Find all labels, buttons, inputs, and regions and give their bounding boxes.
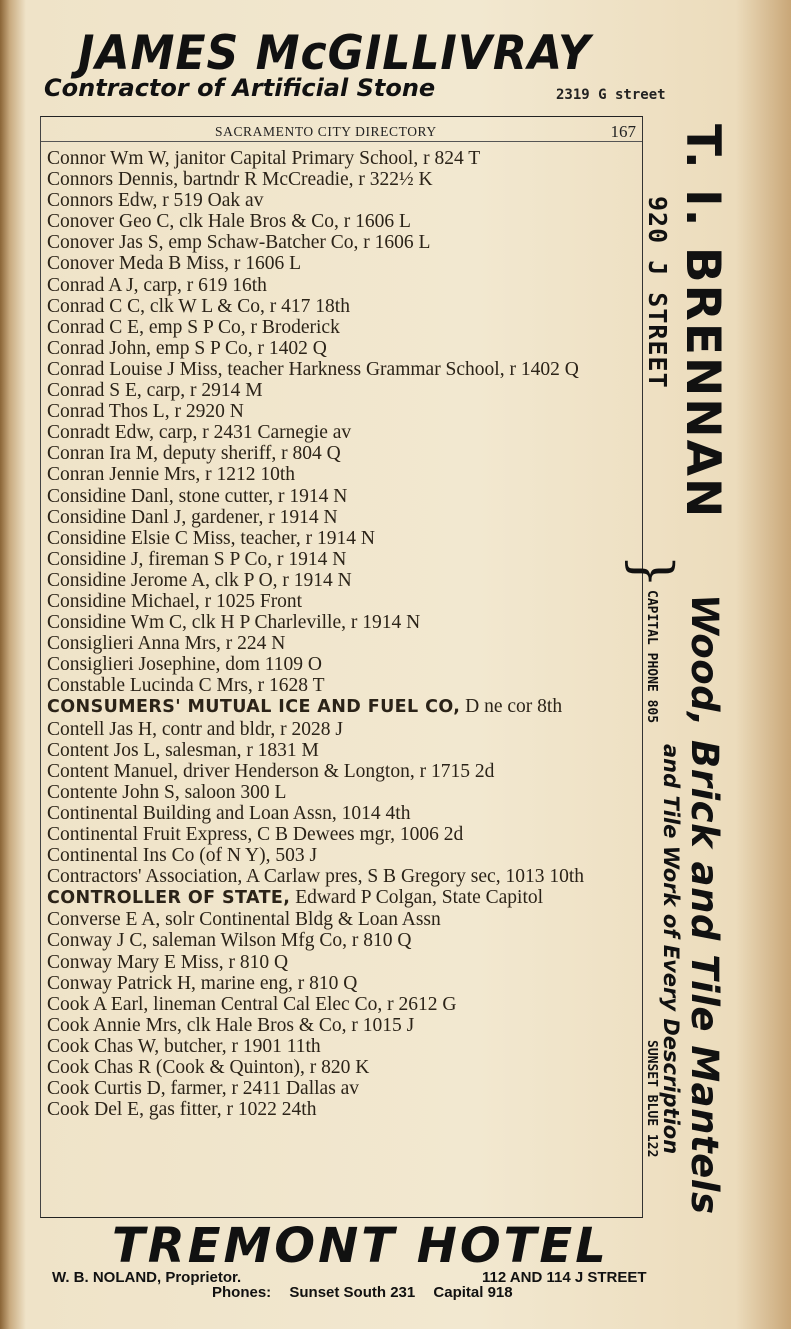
entry-text: Conrad John, emp S P Co, r 1402 Q <box>47 337 327 359</box>
directory-entry <box>47 973 642 994</box>
directory-entry <box>47 1099 642 1120</box>
directory-entry <box>47 380 642 401</box>
directory-entry <box>47 464 642 485</box>
entry-text: Cook Del E, gas fitter, r 1022 24th <box>47 1099 317 1121</box>
directory-entry <box>47 296 642 317</box>
directory-entry <box>47 719 642 740</box>
entry-text: Conrad Louise J Miss, teacher Harkness Grammar School, r 1402 Q <box>47 358 579 380</box>
directory-entry <box>47 570 642 591</box>
entry-text: Cook Chas W, butcher, r 1901 11th <box>47 1035 321 1057</box>
entry-text: Considine J, fireman S P Co, r 1914 N <box>47 548 347 570</box>
directory-entry <box>47 803 642 824</box>
directory-entry <box>47 654 642 675</box>
entry-text: Continental Fruit Express, C B Dewees mgr, 1006 2d <box>47 824 464 845</box>
side-ad-capital-phone: CAPITAL PHONE 805 <box>644 590 659 724</box>
mcgillivray-advertisement <box>0 18 791 113</box>
tremont-hotel-advertisement <box>0 1216 791 1329</box>
entry-text: Constable Lucinda C Mrs, r 1628 T <box>47 675 325 697</box>
entry-text: Considine Danl J, gardener, r 1914 N <box>47 506 338 528</box>
entry-text: Considine Elsie C Miss, teacher, r 1914 N <box>47 527 375 549</box>
entry-text: Considine Wm C, clk H P Charleville, r 1914 N <box>47 612 421 634</box>
entry-text: Continental Building and Loan Assn, 1014 4th <box>47 802 411 824</box>
directory-entry <box>47 507 642 528</box>
entry-text: Contente John S, saloon 300 L <box>47 781 287 803</box>
entry-text: Contell Jas H, contr and bldr, r 2028 J <box>47 718 344 740</box>
directory-entry <box>47 275 642 296</box>
hotel-phone-capital: Capital 918 <box>433 1284 513 1301</box>
directory-entry <box>47 1078 642 1099</box>
entry-text: Considine Danl, stone cutter, r 1914 N <box>47 485 348 507</box>
directory-entry <box>47 952 642 973</box>
hotel-address: 112 AND 114 J STREET <box>482 1269 647 1286</box>
entry-text: Conrad Thos L, r 2920 N <box>47 401 244 423</box>
entry-text: Cook Chas R (Cook & Quinton), r 820 K <box>47 1057 370 1079</box>
running-header <box>41 123 642 142</box>
entry-text: Continental Ins Co (of N Y), 503 J <box>47 845 318 867</box>
side-ad-headline: Wood, Brick and Tile Mantels <box>683 594 726 1215</box>
entry-text: Conradt Edw, carp, r 2431 Carnegie av <box>47 422 352 444</box>
hotel-phone-sunset: Sunset South 231 <box>289 1284 416 1301</box>
entry-text: Consiglieri Josephine, dom 1109 O <box>47 654 322 676</box>
directory-entry <box>47 887 642 909</box>
directory-entry <box>47 1057 642 1078</box>
entry-text: Content Jos L, salesman, r 1831 M <box>47 739 319 761</box>
directory-entry <box>47 696 642 718</box>
entry-text: Conrad A J, carp, r 619 16th <box>47 274 267 296</box>
directory-entry <box>47 994 642 1015</box>
directory-entry <box>47 528 642 549</box>
entry-text: Conran Ira M, deputy sheriff, r 804 Q <box>47 443 341 465</box>
entry-text: Content Manuel, driver Henderson & Longton, r 1715 2d <box>47 760 495 782</box>
directory-entry <box>47 930 642 951</box>
entry-bold-name: CONTROLLER OF STATE, <box>47 888 291 909</box>
directory-entry <box>47 338 642 359</box>
advertiser-trade: Contractor of Artificial Stone <box>44 74 436 102</box>
directory-entry <box>47 761 642 782</box>
hotel-name: TREMONT HOTEL <box>112 1218 609 1274</box>
directory-entry <box>47 633 642 654</box>
directory-title: SACRAMENTO CITY DIRECTORY <box>215 124 437 139</box>
entry-text: Considine Jerome A, clk P O, r 1914 N <box>47 569 352 591</box>
directory-entry <box>47 422 642 443</box>
entry-text: Cook A Earl, lineman Central Cal Elec Co, r 2612 G <box>47 993 457 1015</box>
entry-text: Conway Mary E Miss, r 810 Q <box>47 951 289 973</box>
directory-entry <box>47 317 642 338</box>
hotel-proprietor: W. B. NOLAND, Proprietor. <box>52 1269 242 1286</box>
directory-entry <box>47 486 642 507</box>
directory-listing <box>40 116 643 1218</box>
page-number: 167 <box>610 122 636 141</box>
directory-entry <box>47 359 642 380</box>
side-ad-subline: and Tile Work of Every Description <box>659 744 683 1155</box>
directory-entry <box>47 1015 642 1036</box>
directory-entry <box>47 845 642 866</box>
directory-entry <box>47 148 642 169</box>
entry-text: Connors Dennis, bartndr R McCreadie, r 322½ K <box>47 169 433 191</box>
entry-text: Conran Jennie Mrs, r 1212 10th <box>47 464 296 486</box>
entry-list <box>47 148 642 1120</box>
directory-entry <box>47 190 642 211</box>
directory-entry <box>47 612 642 633</box>
entry-text: Connor Wm W, janitor Capital Primary School, r 824 T <box>47 148 481 169</box>
entry-text: Conrad C E, emp S P Co, r Broderick <box>47 316 340 338</box>
directory-entry <box>47 740 642 761</box>
advertiser-name: JAMES McGILLIVRAY <box>78 26 591 81</box>
entry-text: Conrad C C, clk W L & Co, r 417 18th <box>47 295 350 317</box>
entry-text: Edward P Colgan, State Capitol <box>290 887 544 909</box>
brace-ornament: } <box>621 554 684 589</box>
directory-entry <box>47 401 642 422</box>
entry-text: Conover Geo C, clk Hale Bros & Co, r 1606 L <box>47 211 411 233</box>
entry-text: Conrad S E, carp, r 2914 M <box>47 380 263 402</box>
directory-entry <box>47 909 642 930</box>
entry-text: Cook Annie Mrs, clk Hale Bros & Co, r 1015 J <box>47 1014 415 1036</box>
side-ad-street: 920 J STREET <box>643 196 672 389</box>
hotel-phones <box>212 1284 527 1301</box>
directory-entry <box>47 591 642 612</box>
entry-text: Conway Patrick H, marine eng, r 810 Q <box>47 972 358 994</box>
side-ad-sunset-phone: SUNSET BLUE 122 <box>644 1040 659 1158</box>
side-ad-name: T. I. BRENNAN <box>675 124 730 520</box>
entry-text: Connors Edw, r 519 Oak av <box>47 190 264 212</box>
entry-text: Contractors' Association, A Carlaw pres, S B Gregory sec, 1013 10th <box>47 866 584 888</box>
advertiser-address: 2319 G street <box>556 87 666 103</box>
directory-entry <box>47 253 642 274</box>
entry-text: Conover Jas S, emp Schaw-Batcher Co, r 1606 L <box>47 232 431 254</box>
directory-entry <box>47 782 642 803</box>
entry-text: Considine Michael, r 1025 Front <box>47 590 303 612</box>
entry-bold-name: CONSUMERS' MUTUAL ICE AND FUEL CO, <box>47 697 461 718</box>
entry-text: Converse E A, solr Continental Bldg & Loan Assn <box>47 909 441 931</box>
phones-label: Phones: <box>212 1284 272 1301</box>
directory-entry <box>47 232 642 253</box>
entry-text: Consiglieri Anna Mrs, r 224 N <box>47 633 286 655</box>
directory-entry <box>47 549 642 570</box>
directory-entry <box>47 824 642 845</box>
entry-text: Cook Curtis D, farmer, r 2411 Dallas av <box>47 1078 360 1100</box>
directory-entry <box>47 866 642 887</box>
directory-entry <box>47 443 642 464</box>
entry-text: Conover Meda B Miss, r 1606 L <box>47 253 302 275</box>
directory-entry <box>47 675 642 696</box>
directory-entry <box>47 169 642 190</box>
entry-text: Conway J C, saleman Wilson Mfg Co, r 810 Q <box>47 930 412 952</box>
directory-entry <box>47 211 642 232</box>
entry-text: D ne cor 8th <box>460 696 563 718</box>
directory-entry <box>47 1036 642 1057</box>
